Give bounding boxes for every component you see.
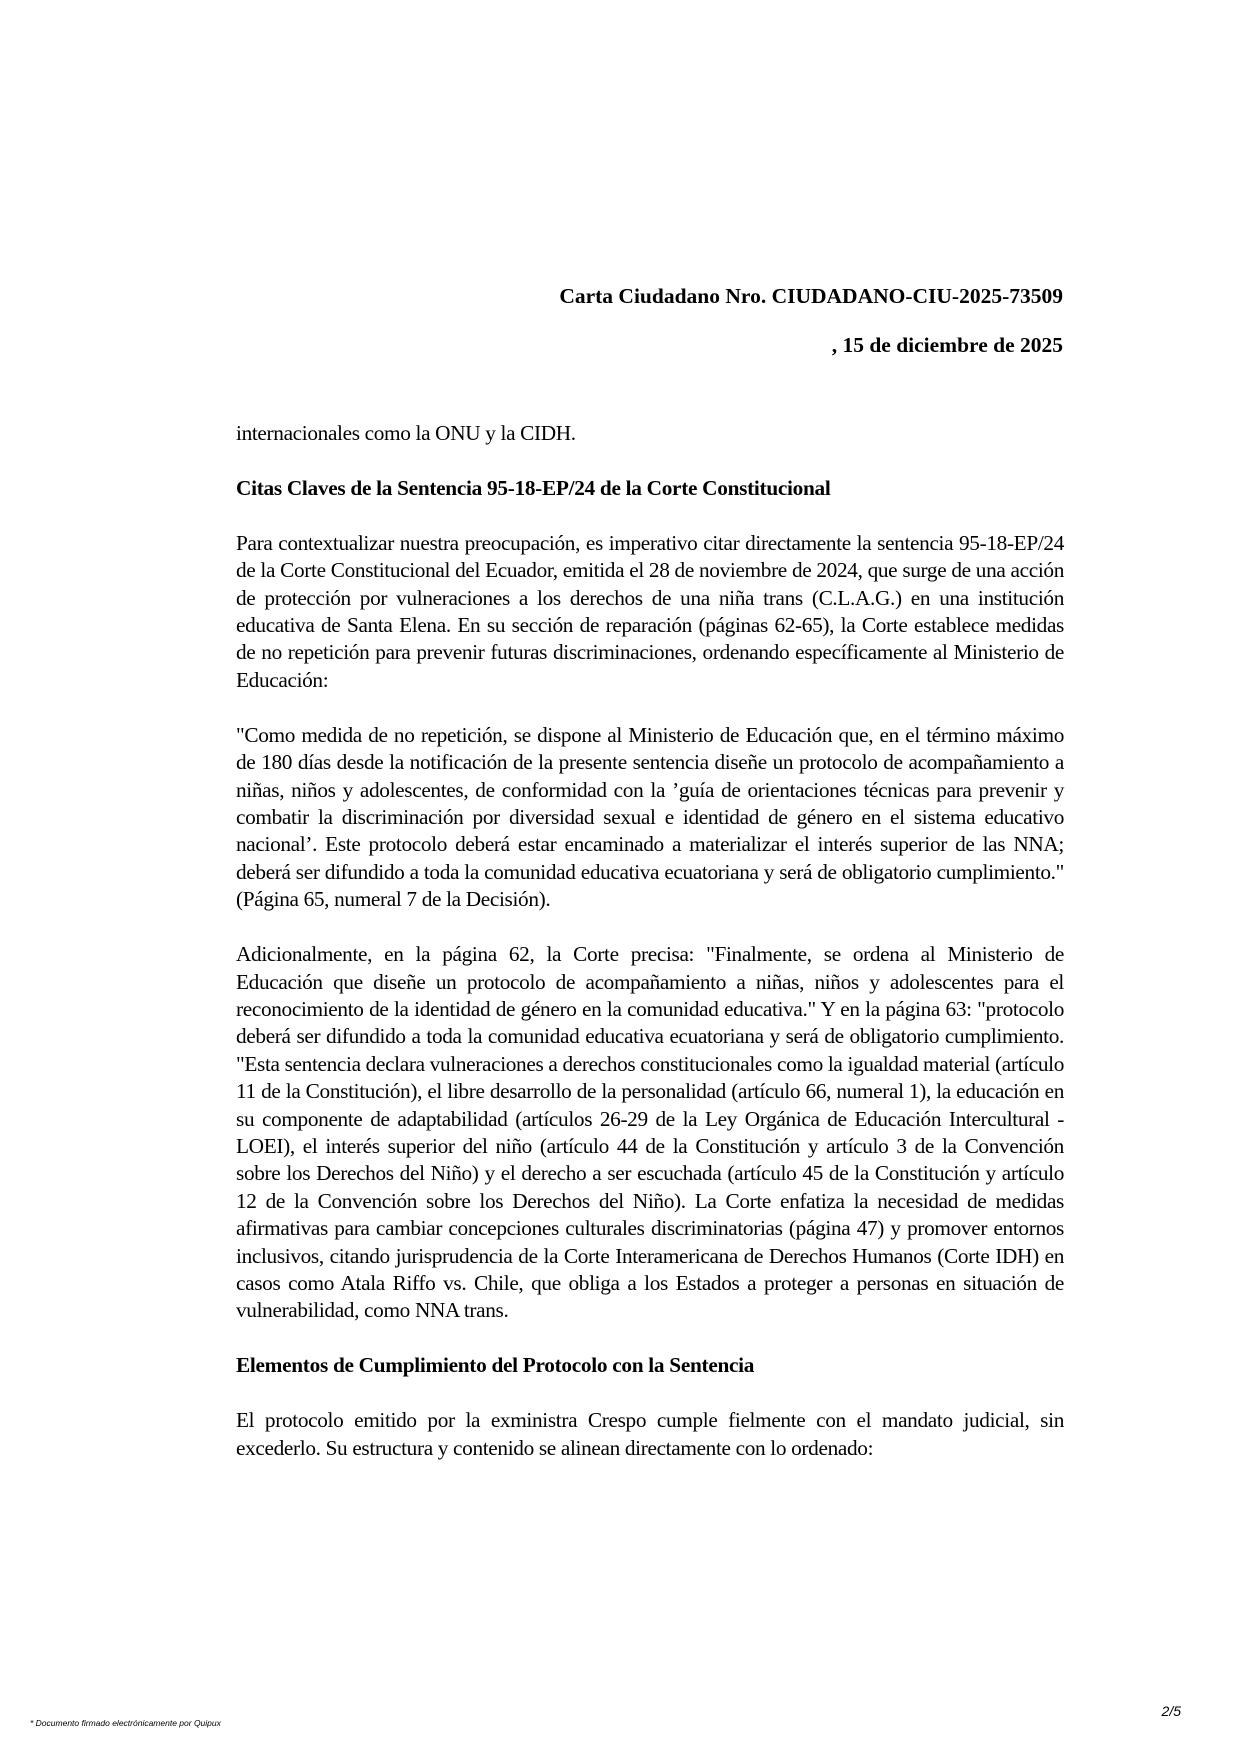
additional-citations-paragraph: Adicionalmente, en la página 62, la Corte precisa: "Finalmente, se ordena al Ministerio de Educación que diseñe un protocolo de acompañamiento a niñas, niños y adolescentes para el reconocimiento de la identidad de género en la comunidad educativa." Y en la página 63: "protocolo deberá ser difundido a toda la comunidad educativa ecuatoriana y será de obligatorio cumplimiento. "Esta sentencia declara vulneraciones a derechos constitucionales como la igualdad material (artículo 11 de la Constitución), el libre desarrollo de la personalidad (artículo 66, numeral 1), la educación en su componente de adaptabilidad (artículos 26-29 de la Ley Orgánica de Educación Intercultural - LOEI), el interés superior del niño (artículo 44 de la Constitución y artículo 3 de la Convención sobre los Derechos del Niño) y el derecho a ser escuchada (artículo 45 de la Constitución y artículo 12 de la Convención sobre los Derechos del Niño). La Corte enfatiza la necesidad de medidas afirmativas para cambiar concepciones culturales discriminatorias (página 47) y promover entornos inclusivos, citando jurisprudencia de la Corte Interamericana de Derechos Humanos (Corte IDH) en casos como Atala Riffo vs. Chile, que obliga a los Estados a proteger a personas en situación de vulnerabilidad, como NNA trans. — [236, 942, 1064, 1323]
letter-body — [236, 420, 1064, 1490]
court-quote-paragraph: "Como medida de no repetición, se dispone al Ministerio de Educación que, en el término máximo de 180 días desde la notificación de la presente sentencia diseñe un protocolo de acompañamiento a niñas, niños y adolescentes, de conformidad con la ’guía de orientaciones técnicas para prevenir y combatir la discriminación por diversidad sexual e identidad de género en el sistema educativo nacional’. Este protocolo deberá estar encaminado a materializar el interés superior de las NNA; deberá ser difundido a toda la comunidad educativa ecuatoriana y será de obligatorio cumplimiento." (Página 65, numeral 7 de la Decisión). — [236, 722, 1064, 912]
electronic-signature-note: * Documento firmado electrónicamente por Quipux — [30, 1718, 221, 1728]
context-paragraph: Para contextualizar nuestra preocupación, es imperativo citar directamente la sentencia 95-18-EP/24 de la Corte Constitucional del Ecuador, emitida el 28 de noviembre de 2024, que surge de una acción de protección por vulneraciones a los derechos de una niña trans (C.L.A.G.) en una institución educativa de Santa Elena. En su sección de reparación (páginas 62-65), la Corte establece medidas de no repetición para prevenir futuras discriminaciones, ordenando específicamente al Ministerio de Educación: — [236, 530, 1064, 692]
section-heading-elementos-cumplimiento: Elementos de Cumplimiento del Protocolo con la Sentencia — [236, 1353, 755, 1378]
intro-fragment-paragraph: internacionales como la ONU y la CIDH. — [236, 421, 576, 445]
letter-header — [559, 283, 1063, 358]
protocol-compliance-paragraph: El protocolo emitido por la exministra Crespo cumple fielmente con el mandato judicial, sin excederlo. Su estructura y contenido se alinean directamente con lo ordenado: — [236, 1408, 1064, 1460]
section-heading-citas-claves: Citas Claves de la Sentencia 95-18-EP/24 de la Corte Constitucional — [236, 475, 831, 500]
letter-reference-number: Carta Ciudadano Nro. CIUDADANO-CIU-2025-73509 — [559, 284, 1063, 308]
page-number: 2/5 — [1161, 1703, 1181, 1719]
letter-date: , 15 de diciembre de 2025 — [831, 333, 1063, 357]
